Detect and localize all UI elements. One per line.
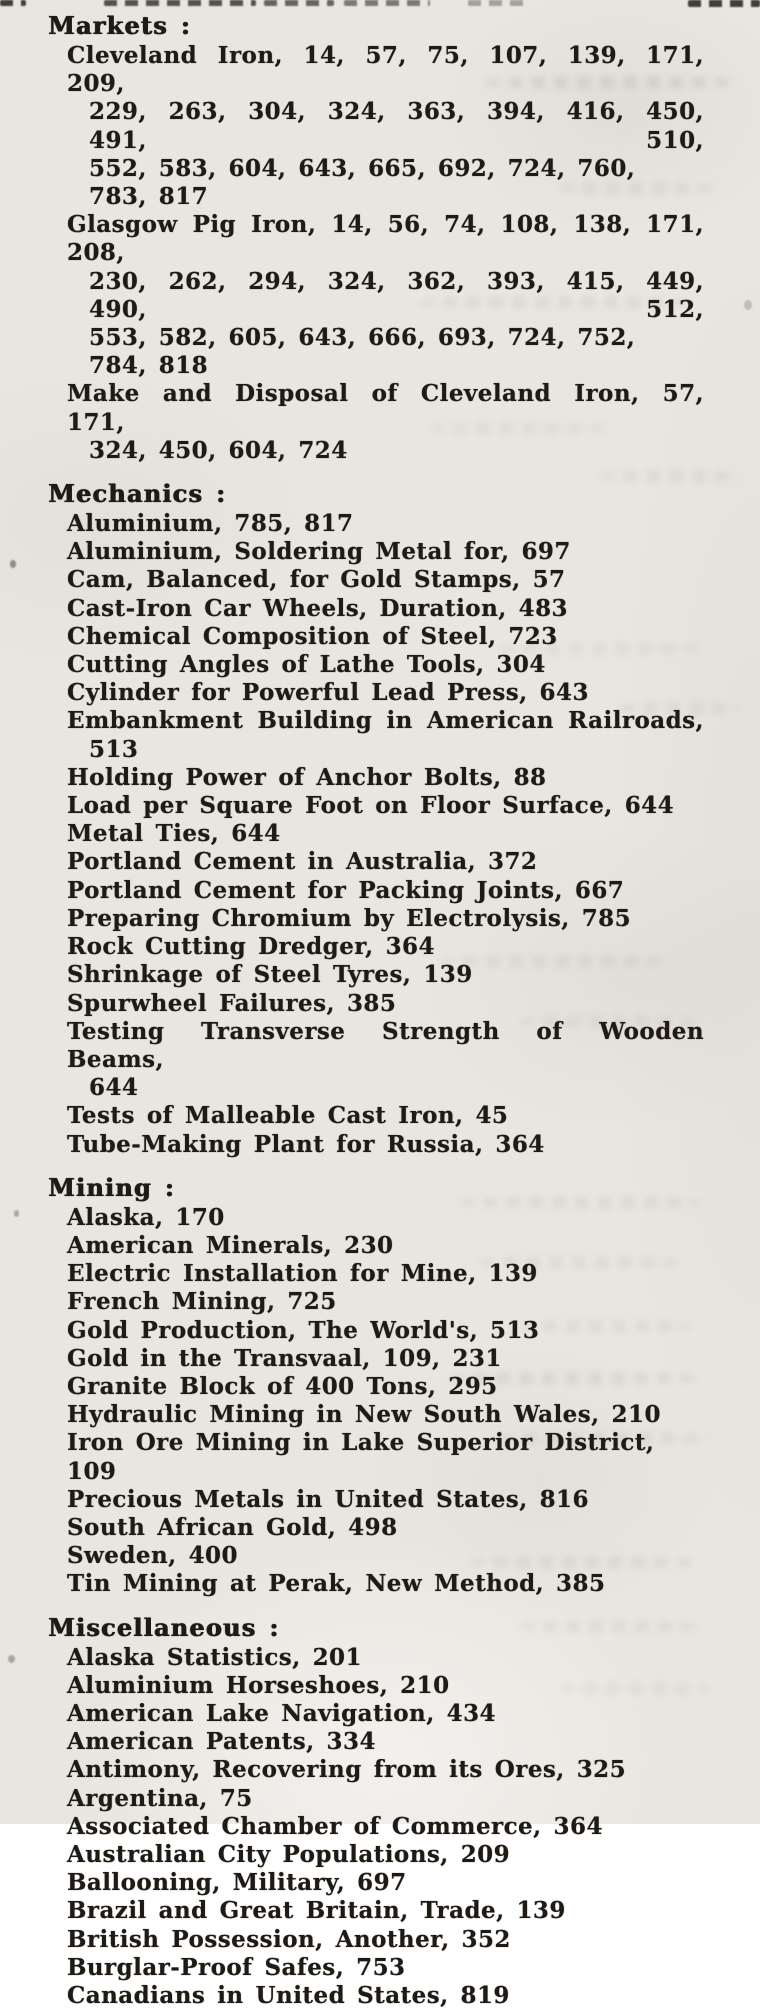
index-column: [48, 10, 704, 2010]
index-entry-line: Embankment Building in American Railroads,: [67, 707, 704, 735]
section-heading-mechanics: Mechanics :: [48, 479, 227, 509]
index-entry-line: Aluminium, 785, 817: [67, 510, 354, 538]
index-entry-line: Iron Ore Mining in Lake Superior District, 109: [67, 1429, 655, 1485]
index-entry-line: Gold in the Transvaal, 109, 231: [67, 1344, 502, 1372]
index-entry-line: Australian City Populations, 209: [67, 1840, 511, 1868]
index-entry-line: Cylinder for Powerful Lead Press, 643: [67, 679, 589, 707]
index-entry-line: Make and Disposal of Cleveland Iron, 57, 171,: [67, 380, 704, 436]
index-section-markets: [48, 10, 704, 465]
index-entry-line: Antimony, Recovering from its Ores, 325: [67, 1756, 627, 1784]
text-fragment: [468, 0, 528, 6]
index-entry: [67, 905, 704, 933]
index-entry: [67, 1288, 704, 1316]
index-entry-line: Portland Cement in Australia, 372: [67, 848, 538, 876]
index-entry: [67, 990, 704, 1018]
ink-speck: [8, 1655, 15, 1663]
index-entry-line: Cam, Balanced, for Gold Stamps, 57: [67, 566, 566, 594]
index-entry: [67, 1429, 704, 1485]
index-entry: [67, 1018, 704, 1103]
index-entry: [67, 961, 704, 989]
index-entry-line: Brazil and Great Britain, Trade, 139: [67, 1897, 566, 1925]
index-entry: [67, 1345, 704, 1373]
index-entry: [67, 820, 704, 848]
ink-speck: [10, 560, 16, 568]
index-entry: [67, 707, 704, 763]
index-entry: [67, 1869, 704, 1897]
index-entry-line: Tin Mining at Perak, New Method, 385: [67, 1570, 606, 1598]
index-entry-line: Precious Metals in United States, 816: [67, 1485, 589, 1513]
index-entry-line: Granite Block of 400 Tons, 295: [67, 1372, 498, 1400]
index-entry-line: 552, 583, 604, 643, 665, 692, 724, 760, 783, 817: [89, 154, 636, 211]
index-entry-line: 230, 262, 294, 324, 362, 393, 415, 449, 490, 512,: [89, 267, 704, 323]
index-entry-line: Rock Cutting Dredger, 364: [67, 933, 435, 961]
index-entry-line: Canadians in United States, 819: [67, 1982, 510, 2009]
index-entry: [67, 651, 704, 679]
index-entry: [67, 1317, 704, 1345]
index-entry-line: Aluminium, Soldering Metal for, 697: [67, 538, 571, 566]
index-entry: [67, 1232, 704, 1260]
index-entry: [67, 1102, 704, 1130]
index-entry-line: South African Gold, 498: [67, 1513, 398, 1541]
index-entry-line: Associated Chamber of Commerce, 364: [67, 1812, 603, 1840]
index-entry-line: Cast-Iron Car Wheels, Duration, 483: [67, 594, 569, 622]
section-entries-miscellaneous: [67, 1644, 704, 2010]
index-section-miscellaneous: [48, 1612, 704, 2010]
index-entry: [67, 877, 704, 905]
index-entry: [67, 42, 704, 211]
index-entry: [67, 1672, 704, 1700]
index-entry: [67, 595, 704, 623]
index-entry-line: Argentina, 75: [67, 1784, 253, 1812]
index-entry: [67, 1570, 704, 1598]
index-entry-line: Shrinkage of Steel Tyres, 139: [67, 961, 473, 989]
index-section-mechanics: [48, 478, 704, 1159]
index-entry: [67, 1756, 704, 1784]
index-entry: [67, 1260, 704, 1288]
index-entry: [67, 1897, 704, 1925]
index-entry: [67, 1373, 704, 1401]
index-entry: [67, 380, 704, 465]
index-entry-line: Sweden, 400: [67, 1542, 238, 1570]
index-entry: [67, 848, 704, 876]
index-entry: [67, 1514, 704, 1542]
index-entry: [67, 792, 704, 820]
index-entry-line: Alaska Statistics, 201: [67, 1643, 362, 1671]
index-entry-line: Glasgow Pig Iron, 14, 56, 74, 108, 138, 171, 208,: [67, 211, 704, 267]
text-fragment: [104, 0, 256, 6]
text-fragment: [344, 0, 430, 6]
text-fragment: [688, 0, 760, 7]
ink-speck: [14, 1210, 19, 1217]
index-entry: [67, 538, 704, 566]
section-heading-mining: Mining :: [48, 1172, 175, 1202]
index-entry-line: American Patents, 334: [67, 1728, 376, 1756]
section-heading-markets: Markets :: [48, 11, 191, 40]
index-entry-line: French Mining, 725: [67, 1288, 337, 1316]
index-entry: [67, 1644, 704, 1672]
section-entries-mining: [67, 1204, 704, 1599]
index-entry: [67, 211, 704, 380]
index-entry-line: 229, 263, 304, 324, 363, 394, 416, 450, 491, 510,: [89, 98, 704, 154]
index-entry-line: 553, 582, 605, 643, 666, 693, 724, 752, 784, 818: [89, 324, 636, 380]
index-entry-line: Holding Power of Anchor Bolts, 88: [67, 763, 547, 791]
index-entry: [67, 933, 704, 961]
index-entry-line: Gold Production, The World's, 513: [67, 1316, 540, 1344]
index-entry-line: American Minerals, 230: [67, 1231, 394, 1259]
index-entry-line: Electric Installation for Mine, 139: [67, 1260, 538, 1288]
index-entry: [67, 1813, 704, 1841]
index-entry-line: 324, 450, 604, 724: [89, 436, 348, 464]
section-heading-miscellaneous: Miscellaneous :: [48, 1612, 280, 1642]
index-entry-line: Portland Cement for Packing Joints, 667: [67, 876, 625, 904]
index-entry: [67, 764, 704, 792]
index-entry: [67, 1728, 704, 1756]
index-section-mining: [48, 1172, 704, 1599]
index-entry: [67, 1700, 704, 1728]
section-entries-markets: [67, 42, 704, 465]
index-entry-line: Aluminium Horseshoes, 210: [67, 1671, 450, 1699]
index-entry: [67, 1401, 704, 1429]
index-entry-line: Chemical Composition of Steel, 723: [67, 622, 558, 650]
text-fragment: [0, 0, 26, 6]
index-entry-line: Spurwheel Failures, 385: [67, 989, 397, 1017]
index-entry: [67, 1204, 704, 1232]
index-entry: [67, 510, 704, 538]
index-entry: [67, 1542, 704, 1570]
index-entry-line: Preparing Chromium by Electrolysis, 785: [67, 904, 632, 932]
index-entry-line: Cutting Angles of Lathe Tools, 304: [67, 651, 546, 679]
index-entry-line: Testing Transverse Strength of Wooden Beams,: [67, 1017, 704, 1073]
index-entry-line: Load per Square Foot on Floor Surface, 644: [67, 792, 675, 820]
index-entry: [67, 1954, 704, 1982]
index-entry: [67, 1926, 704, 1954]
index-entry-line: 644: [89, 1074, 139, 1102]
index-entry-line: Alaska, 170: [67, 1203, 225, 1231]
index-entry-line: Hydraulic Mining in New South Wales, 210: [67, 1401, 661, 1429]
index-entry: [67, 1982, 704, 2010]
index-entry-line: Ballooning, Military, 697: [67, 1869, 407, 1897]
index-entry-line: American Lake Navigation, 434: [67, 1699, 496, 1727]
index-entry: [67, 1841, 704, 1869]
text-fragment: [264, 0, 334, 6]
index-entry: [67, 623, 704, 651]
index-entry-line: Cleveland Iron, 14, 57, 75, 107, 139, 171, 209,: [67, 42, 704, 98]
index-entry: [67, 1785, 704, 1813]
index-entry-line: British Possession, Another, 352: [67, 1925, 511, 1953]
index-entry: [67, 566, 704, 594]
index-entry: [67, 1131, 704, 1159]
section-entries-mechanics: [67, 510, 704, 1159]
index-entry-line: Metal Ties, 644: [67, 820, 281, 848]
index-entry: [67, 1486, 704, 1514]
index-entry-line: Tube-Making Plant for Russia, 364: [67, 1130, 545, 1158]
cropped-previous-line-fragments: [0, 0, 760, 10]
index-entry-line: 513: [89, 735, 139, 763]
index-entry-line: Tests of Malleable Cast Iron, 45: [67, 1102, 509, 1130]
index-entry-line: Burglar-Proof Safes, 753: [67, 1953, 406, 1981]
ink-speck: [744, 300, 752, 310]
index-entry: [67, 679, 704, 707]
